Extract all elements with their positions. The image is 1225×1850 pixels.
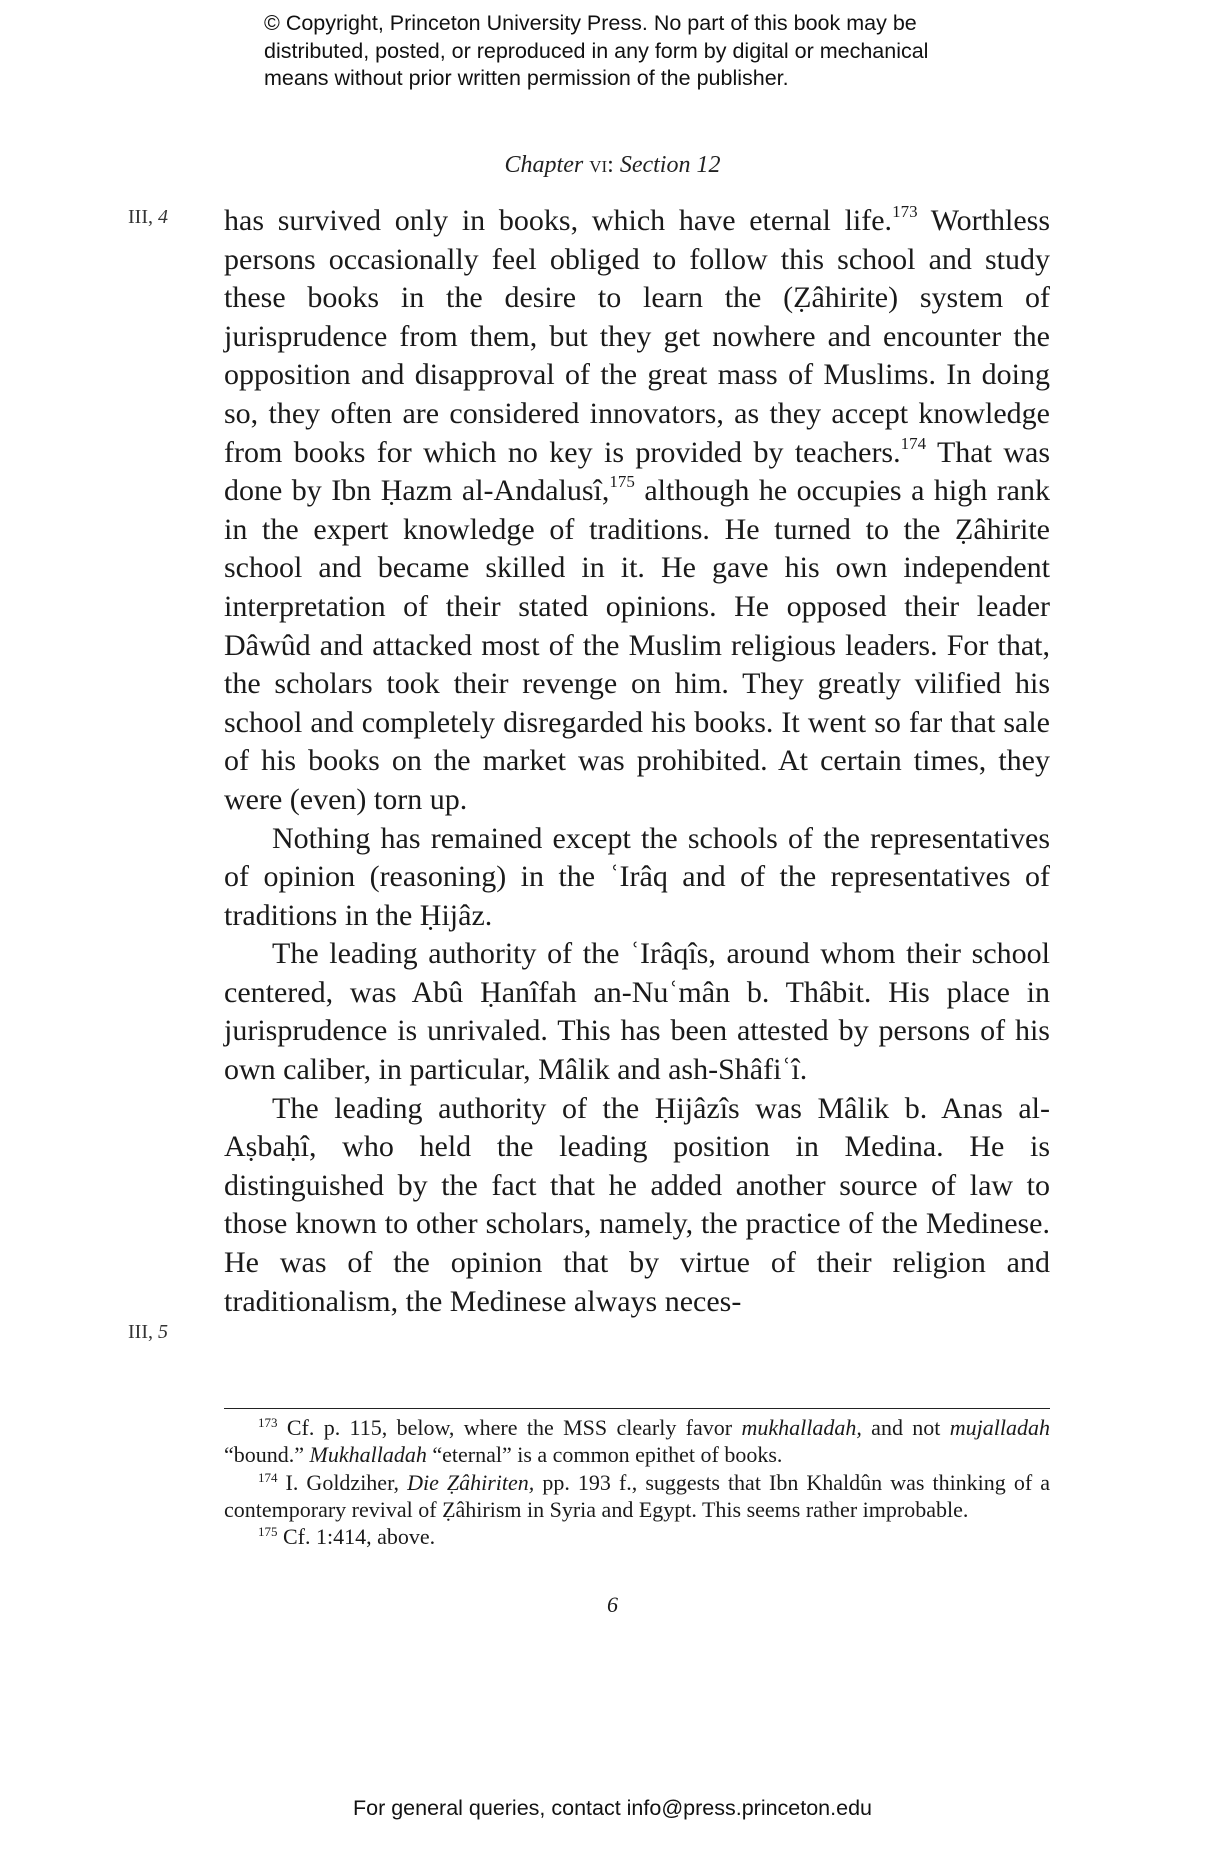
paragraph-1-part-c: That was done by Ibn Ḥazm al-Andalusî, <box>224 435 1050 508</box>
margin-reference-vol3-5 <box>128 1321 208 1344</box>
paragraph-1-part-b: Worthless persons occasionally feel obliged to follow this school and study these books in the desire to learn the (Ẓâhirite) system of jurisprudence from them, but they get nowhere and encounter the opposition and disapproval of the great mass of Muslims. In doing so, they often are considered innovators, as they accept knowledge from books for which no key is provided by teachers. <box>224 204 1050 469</box>
footnote-text: I. Goldziher, <box>277 1469 408 1495</box>
footnote-text: “bound.” <box>224 1442 310 1468</box>
running-head <box>0 152 1225 179</box>
footnote-italic-term: mukhalladah, <box>741 1415 862 1440</box>
footnote-text: “eternal” is a common epithet of books. <box>426 1442 783 1468</box>
margin-ref-volume: III, <box>128 1321 153 1343</box>
footnotes <box>224 1414 1050 1550</box>
running-head-chapter-number: vi <box>589 152 608 178</box>
footnote-text: pp. 193 f., suggests that Ibn Khaldûn was thinking of a contemporary revival of Ẓâhirism in Syria and Egypt. This seems rather improbable. <box>224 1469 1050 1522</box>
footnote-174 <box>224 1469 1050 1524</box>
main-text <box>224 202 1050 1321</box>
paragraph-3: The leading authority of the ʿIrâqîs, around whom their school centered, was Abû Ḥanîfah an-Nuʿmân b. Thâbit. His place in jurisprudence is unrivaled. This has been attested by persons of his own caliber, in particular, Mâlik and ash-Shâfiʿî. <box>224 937 1050 1087</box>
paragraph-1-part-a: has survived only in books, which have eternal life. <box>224 204 893 237</box>
footnote-number: 174 <box>258 1469 278 1485</box>
footnote-text: Cf. 1:414, above. <box>277 1524 436 1550</box>
copyright-line-2: distributed, posted, or reproduced in any form by digital or mechanical <box>264 38 929 63</box>
copyright-notice <box>264 10 1024 93</box>
footnote-italic-term: Mukhalladah <box>309 1442 427 1468</box>
footnote-italic-title: Die Ẓâhiriten, <box>407 1469 535 1495</box>
paragraph-1 <box>224 202 1050 820</box>
copyright-line-3: means without prior written permission of the publisher. <box>264 66 789 90</box>
margin-reference-vol3-4 <box>128 206 208 229</box>
footnote-175 <box>224 1523 1050 1550</box>
paragraph-2: Nothing has remained except the schools of the representatives of opinion (reasoning) in the ʿIrâq and of the representatives of traditions in the Ḥijâz. <box>224 821 1050 932</box>
footnote-ref-175[interactable]: 175 <box>609 472 635 492</box>
contact-footer: For general queries, contact info@press.princeton.edu <box>352 1796 872 1820</box>
footnote-ref-174[interactable]: 174 <box>900 433 927 453</box>
running-head-separator: : <box>607 152 614 178</box>
footnote-173 <box>224 1414 1050 1469</box>
footnote-ref-173[interactable]: 173 <box>892 202 918 221</box>
footnote-number: 173 <box>258 1415 278 1430</box>
footnote-italic-term: mujalladah <box>949 1415 1050 1440</box>
paragraph-1-part-d: although he occupies a high rank in the expert knowledge of traditions. He turned to the Ẓâhirite school and became skilled in it. He gave his own independent interpretation of their stated opinions. He opposed their leader Dâwûd and attacked most of the Muslim religious leaders. For that, the scholars took their revenge on him. They greatly vilified his school and completely disregarded his books. It went so far that sale of his books on the market was prohibited. At certain times, they were (even) torn up. <box>224 474 1050 816</box>
copyright-line-1: © Copyright, Princeton University Press. No part of this book may be <box>264 11 917 35</box>
footnote-text: and not <box>861 1415 950 1440</box>
footnote-divider <box>224 1408 1050 1409</box>
paragraph-4: The leading authority of the Ḥijâzîs was Mâlik b. Anas al-Aṣbaḥî, who held the leading position in Medina. He is distinguished by the fact that he added another source of law to those known to other scholars, namely, the practice of the Medinese. He was of the opinion that by virtue of their religion and traditionalism, the Medinese always neces- <box>224 1091 1050 1318</box>
margin-ref-page: 4 <box>157 206 168 228</box>
margin-ref-volume: III, <box>128 206 153 228</box>
footnote-text: Cf. p. 115, below, where the MSS clearly favor <box>277 1415 742 1440</box>
footnote-number: 175 <box>258 1524 278 1540</box>
page-number: 6 <box>607 1592 618 1617</box>
margin-ref-page: 5 <box>157 1321 168 1343</box>
running-head-chapter-word: Chapter <box>504 152 584 178</box>
running-head-section: Section 12 <box>619 152 721 178</box>
